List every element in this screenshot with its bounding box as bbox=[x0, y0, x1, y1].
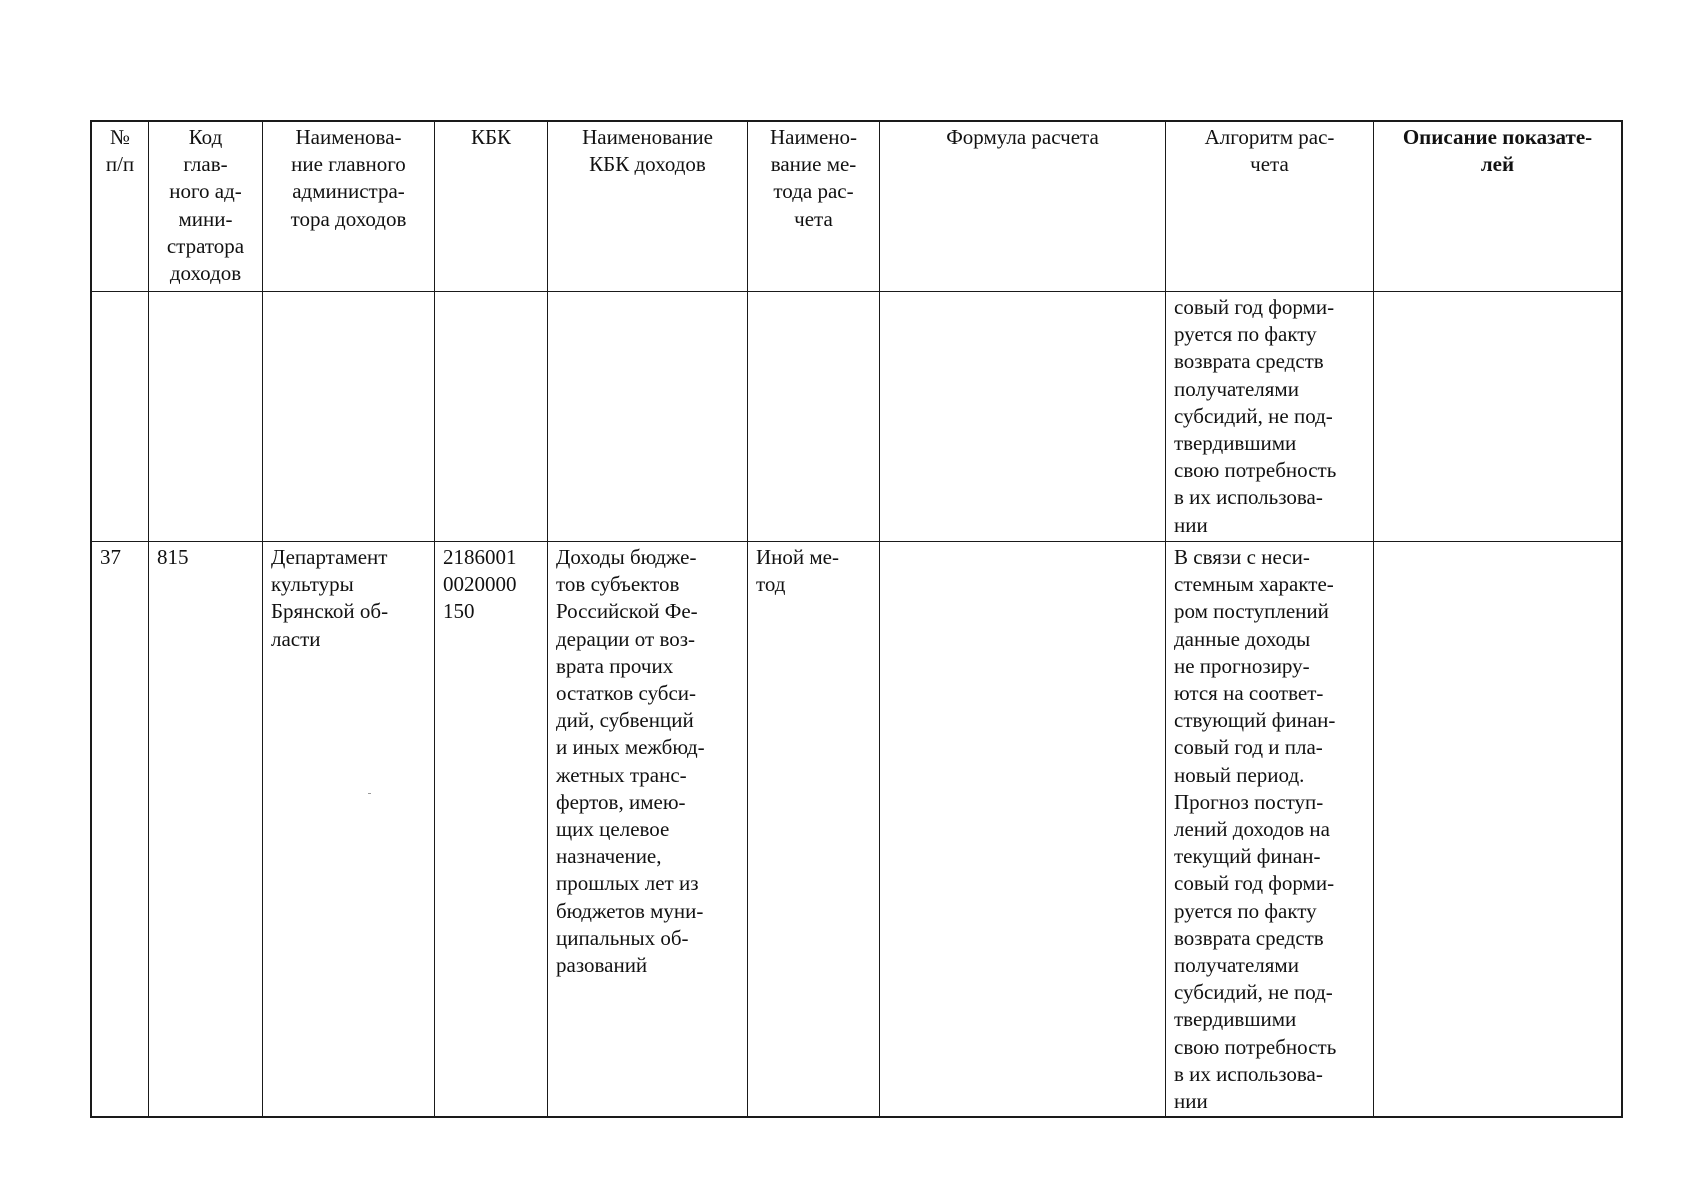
header-cell-kbk-name bbox=[548, 122, 748, 292]
row-num: 37 bbox=[100, 545, 121, 569]
header-code: Код глав- ного ад- мини- стратора доходов bbox=[166, 125, 245, 286]
row-cell-admin-name bbox=[263, 542, 435, 1117]
cont-cell-method-name bbox=[748, 292, 880, 542]
header-algorithm: Алгоритм рас- чета bbox=[1204, 125, 1335, 177]
row-kbk: 2186001 0020000 150 bbox=[443, 545, 517, 624]
cont-cell-description bbox=[1374, 292, 1622, 542]
header-cell-num bbox=[92, 122, 149, 292]
row-formula bbox=[880, 542, 1165, 544]
table-grid bbox=[91, 121, 1622, 1117]
cont-cell-code bbox=[149, 292, 263, 542]
row-cell-kbk-name bbox=[548, 542, 748, 1117]
row-code: 815 bbox=[157, 545, 189, 569]
row-cell-kbk bbox=[435, 542, 548, 1117]
cont-cell-algorithm bbox=[1166, 292, 1374, 542]
row-description bbox=[1374, 542, 1621, 544]
table-row-continuation bbox=[92, 292, 1622, 542]
header-method-name: Наимено- вание ме- тода рас- чета bbox=[769, 125, 858, 231]
cont-cell-num bbox=[92, 292, 149, 542]
row-cell-num bbox=[92, 542, 149, 1117]
header-cell-formula bbox=[880, 122, 1166, 292]
row-kbk-name: Доходы бюдже- тов субъектов Российской Фе- дерации от воз- врата прочих остатков субси- дий, субвенций и иных межбюд- жетных транс- фертов, имею- щих целевое назначение, прошлых лет из бюджетов муни- ципальных об- разований bbox=[556, 545, 705, 978]
header-cell-description bbox=[1374, 122, 1622, 292]
cont-cell-admin-name bbox=[263, 292, 435, 542]
row-cell-method-name bbox=[748, 542, 880, 1117]
cont-algorithm-text: совый год форми- руется по факту возврата средств получателями субсидий, не под- твердившими свою потребность в их использова- нии bbox=[1174, 295, 1337, 537]
row-cell-formula bbox=[880, 542, 1166, 1117]
row-cell-algorithm bbox=[1166, 542, 1374, 1117]
header-cell-method-name bbox=[748, 122, 880, 292]
header-num: № п/п bbox=[105, 125, 135, 177]
header-cell-kbk bbox=[435, 122, 548, 292]
table-row bbox=[92, 542, 1622, 1117]
header-kbk: КБК bbox=[470, 125, 512, 149]
cont-cell-kbk bbox=[435, 292, 548, 542]
header-description: Описание показате- лей bbox=[1402, 125, 1593, 177]
table-header-row bbox=[92, 122, 1622, 292]
header-cell-algorithm bbox=[1166, 122, 1374, 292]
row-cell-description bbox=[1374, 542, 1622, 1117]
header-kbk-name: Наименование КБК доходов bbox=[582, 125, 713, 177]
cont-cell-kbk-name bbox=[548, 292, 748, 542]
header-cell-code bbox=[149, 122, 263, 292]
header-admin-name: Наименова- ние главного администра- тора доходов bbox=[290, 125, 407, 231]
scan-speck bbox=[368, 793, 371, 794]
revenue-forecast-table bbox=[90, 120, 1623, 1118]
cont-cell-formula bbox=[880, 292, 1166, 542]
header-formula: Формула расчета bbox=[946, 125, 1099, 149]
row-admin-name: Департамент культуры Брянской об- ласти bbox=[271, 545, 389, 651]
header-cell-admin-name bbox=[263, 122, 435, 292]
row-algorithm: В связи с неси- стемным характе- ром поступлений данные доходы не прогнозиру- ются на соответ- ствующий финан- совый год и пла- новый период. Прогноз поступ- лений доходов на текущий финан- совый год форми- руется по факту возврата средств получателями субсидий, не под- твердившими свою потребность в их использова- нии bbox=[1174, 545, 1337, 1114]
row-method-name: Иной ме- тод bbox=[756, 545, 839, 597]
row-cell-code bbox=[149, 542, 263, 1117]
